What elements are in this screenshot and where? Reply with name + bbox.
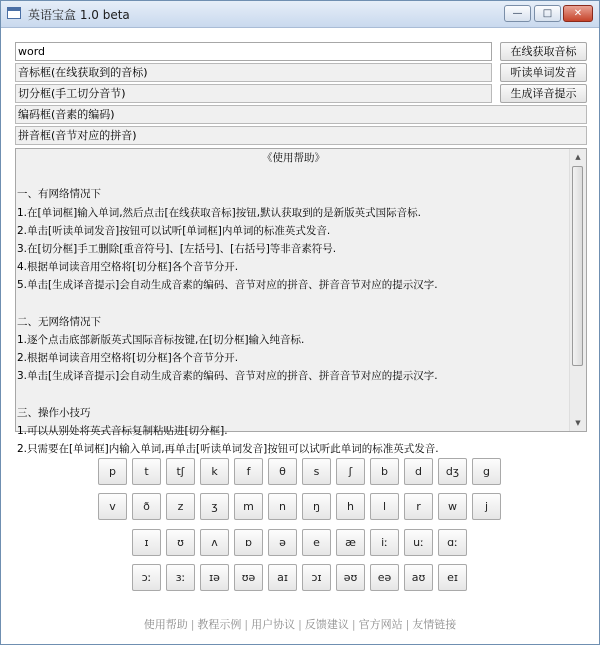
phonetic-key[interactable]: g bbox=[472, 458, 501, 485]
scroll-down-arrow[interactable]: ▼ bbox=[575, 419, 581, 427]
link-separator: | bbox=[190, 618, 195, 631]
help-line: 2.只需要在[单词框]内输入单词,再单击[听读单词发音]按钮可以试听此单词的标准英式发音. bbox=[17, 443, 439, 455]
phonetic-key[interactable]: ɑː bbox=[438, 529, 467, 556]
syllable-field[interactable]: 切分框(手工切分音节) bbox=[15, 84, 492, 103]
phonetic-key[interactable]: w bbox=[438, 493, 467, 520]
phonetic-key[interactable]: ʊə bbox=[234, 564, 263, 591]
phonetic-key[interactable]: h bbox=[336, 493, 365, 520]
help-line: 1.逐个点击底部新版英式国际音标按键,在[切分框]输入纯音标. bbox=[17, 333, 305, 346]
help-line: 1.在[单词框]输入单词,然后点击[在线获取音标]按钮,默认获取到的是新版英式国际音标. bbox=[17, 206, 421, 219]
phonetic-key[interactable]: b bbox=[370, 458, 399, 485]
pinyin-field[interactable]: 拼音框(音节对应的拼音) bbox=[15, 126, 587, 145]
phonetic-key[interactable]: θ bbox=[268, 458, 297, 485]
minimize-button[interactable]: — bbox=[504, 5, 531, 22]
help-line: 5.单击[生成译音提示]会自动生成音素的编码、音节对应的拼音、拼音音节对应的提示汉字. bbox=[17, 279, 438, 292]
window-title: 英语宝盒 1.0 beta bbox=[28, 8, 130, 22]
help-textarea[interactable] bbox=[15, 148, 587, 455]
listen-pronunciation-button[interactable]: 听读单词发音 bbox=[500, 63, 587, 82]
phonetic-key[interactable]: ʃ bbox=[336, 458, 365, 485]
help-title: 《使用帮助》 bbox=[262, 152, 325, 164]
phonetic-key[interactable]: v bbox=[98, 493, 127, 520]
scroll-up-arrow[interactable]: ▲ bbox=[575, 153, 581, 161]
phonetic-key[interactable]: əʊ bbox=[336, 564, 365, 591]
encoding-field[interactable]: 编码框(音素的编码) bbox=[15, 105, 587, 124]
help-line: 1.可以从别处将英式音标复制粘贴进[切分框]. bbox=[17, 424, 228, 437]
phonetic-key[interactable]: m bbox=[234, 493, 263, 520]
phonetic-key[interactable]: r bbox=[404, 493, 433, 520]
phonetic-key[interactable]: ʊ bbox=[166, 529, 195, 556]
phonetic-key[interactable]: t bbox=[132, 458, 161, 485]
footer-links bbox=[1, 616, 599, 632]
help-line: 2.根据单词读音用空格将[切分框]各个音节分开. bbox=[17, 352, 239, 365]
word-input[interactable]: word bbox=[15, 42, 492, 61]
phonetic-key[interactable]: ə bbox=[268, 529, 297, 556]
help-text bbox=[17, 149, 570, 455]
phonetic-key[interactable]: ʌ bbox=[200, 529, 229, 556]
footer-link[interactable]: 官方网站 bbox=[358, 618, 403, 631]
phonetic-key[interactable]: eə bbox=[370, 564, 399, 591]
phonetic-key[interactable]: iː bbox=[370, 529, 399, 556]
fetch-phonetic-button[interactable]: 在线获取音标 bbox=[500, 42, 587, 61]
help-line bbox=[17, 385, 570, 403]
footer-link[interactable]: 友情链接 bbox=[412, 618, 457, 631]
phonetic-key[interactable]: ɜː bbox=[166, 564, 195, 591]
footer-link[interactable]: 使用帮助 bbox=[143, 618, 188, 631]
maximize-button[interactable]: □ bbox=[534, 5, 561, 22]
phonetic-key[interactable]: ŋ bbox=[302, 493, 331, 520]
link-separator: | bbox=[351, 618, 356, 631]
footer-link[interactable]: 用户协议 bbox=[251, 618, 296, 631]
phonetic-key[interactable]: n bbox=[268, 493, 297, 520]
phonetic-key[interactable]: uː bbox=[404, 529, 433, 556]
phonetic-key[interactable]: l bbox=[370, 493, 399, 520]
help-line bbox=[17, 167, 570, 185]
phonetic-key[interactable]: ð bbox=[132, 493, 161, 520]
generate-hint-button[interactable]: 生成译音提示 bbox=[500, 84, 587, 103]
phonetic-key[interactable]: aɪ bbox=[268, 564, 297, 591]
phonetic-key[interactable]: ɪ bbox=[132, 529, 161, 556]
help-line: 4.根据单词读音用空格将[切分框]各个音节分开. bbox=[17, 261, 239, 274]
phonetic-key[interactable]: æ bbox=[336, 529, 365, 556]
phonetic-key[interactable]: ɔɪ bbox=[302, 564, 331, 591]
phonetic-key[interactable]: z bbox=[166, 493, 195, 520]
phonetic-key[interactable]: p bbox=[98, 458, 127, 485]
phonetic-key[interactable]: ɪə bbox=[200, 564, 229, 591]
phonetic-key[interactable]: ʒ bbox=[200, 493, 229, 520]
help-line: 2.单击[听读单词发音]按钮可以试听[单词框]内单词的标准英式发音. bbox=[17, 224, 331, 237]
phonetic-key[interactable]: ɒ bbox=[234, 529, 263, 556]
help-line: 二、无网络情况下 bbox=[17, 315, 101, 328]
scroll-thumb[interactable] bbox=[572, 166, 583, 366]
footer-link[interactable]: 反馈建议 bbox=[304, 618, 349, 631]
help-line bbox=[17, 295, 570, 313]
phonetic-key[interactable]: dʒ bbox=[438, 458, 467, 485]
link-separator: | bbox=[244, 618, 249, 631]
phonetic-key[interactable]: e bbox=[302, 529, 331, 556]
vertical-scrollbar[interactable] bbox=[569, 149, 586, 431]
close-button[interactable]: ✕ bbox=[563, 5, 593, 22]
help-line: 三、操作小技巧 bbox=[17, 406, 91, 419]
phonetic-key[interactable]: ɔː bbox=[132, 564, 161, 591]
help-line: 3.单击[生成译音提示]会自动生成音素的编码、音节对应的拼音、拼音音节对应的提示汉字. bbox=[17, 370, 438, 383]
window-icon bbox=[7, 7, 21, 19]
phonetic-key[interactable]: tʃ bbox=[166, 458, 195, 485]
link-separator: | bbox=[405, 618, 410, 631]
client-area bbox=[1, 28, 599, 644]
footer-link[interactable]: 教程示例 bbox=[197, 618, 242, 631]
link-separator: | bbox=[298, 618, 302, 631]
phonetic-key[interactable]: s bbox=[302, 458, 331, 485]
phonetic-key[interactable]: d bbox=[404, 458, 433, 485]
phonetic-key[interactable]: k bbox=[200, 458, 229, 485]
title-bar bbox=[1, 1, 599, 28]
phonetic-key[interactable]: aʊ bbox=[404, 564, 433, 591]
phonetic-key[interactable]: f bbox=[234, 458, 263, 485]
help-line: 一、有网络情况下 bbox=[17, 188, 101, 201]
help-line: 3.在[切分框]手工删除[重音符号]、[左括号]、[右括号]等非音素符号. bbox=[17, 242, 337, 255]
phonetic-key[interactable]: eɪ bbox=[438, 564, 467, 591]
phonetic-key[interactable]: j bbox=[472, 493, 501, 520]
phonetic-field[interactable]: 音标框(在线获取到的音标) bbox=[15, 63, 492, 82]
